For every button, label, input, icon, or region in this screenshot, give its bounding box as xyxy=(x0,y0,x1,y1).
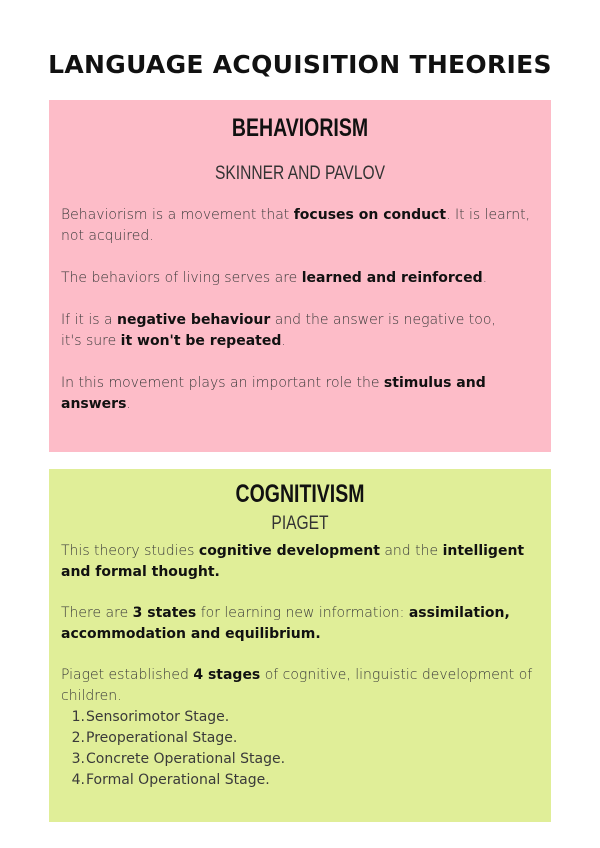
bold-text: learned and reinforced xyxy=(301,270,483,286)
text-run: . xyxy=(281,333,286,349)
stage-label: Concrete Operational Stage. xyxy=(86,751,286,767)
list-number: 4. xyxy=(71,772,85,788)
bold-text: 4 stages xyxy=(193,667,261,683)
behaviorism-heading: BEHAVIORISM xyxy=(231,114,369,142)
text-run: This theory studies xyxy=(61,543,199,559)
list-item xyxy=(71,770,551,791)
list-number: 1. xyxy=(71,709,85,725)
list-item xyxy=(71,728,551,749)
text-run: for learning new information: xyxy=(196,605,409,621)
cognitivism-paragraph-2 xyxy=(61,603,539,645)
stage-label: Preoperational Stage. xyxy=(86,730,238,746)
cognitivism-subheading: PIAGET xyxy=(271,513,329,534)
behaviorism-paragraph-3 xyxy=(61,310,539,352)
bold-text: focuses on conduct xyxy=(293,207,447,223)
cognitivism-paragraph-3 xyxy=(61,665,539,707)
text-run: and the xyxy=(379,543,443,559)
bold-text: intelligent and formal thought. xyxy=(61,543,525,580)
bold-text: stimulus and answers xyxy=(61,375,486,412)
page-title: LANGUAGE ACQUISITION THEORIES xyxy=(48,50,552,79)
text-run: . xyxy=(482,270,488,286)
bold-text: assimilation, accommodation and equilibrium. xyxy=(61,605,510,642)
behaviorism-subheading: SKINNER AND PAVLOV xyxy=(215,163,385,184)
text-run: In this movement plays an important role the xyxy=(61,375,384,391)
text-run: not acquired. xyxy=(61,228,154,244)
behaviorism-paragraph-4 xyxy=(61,373,539,415)
text-run: If it is a xyxy=(61,312,117,328)
list-item xyxy=(71,749,551,770)
cognitivism-card xyxy=(49,469,551,822)
list-number: 3. xyxy=(71,751,85,767)
behaviorism-card xyxy=(49,100,551,452)
bold-text: cognitive development xyxy=(198,543,380,559)
bold-text: it won't be repeated xyxy=(120,333,282,349)
text-run: There are xyxy=(61,605,133,621)
behaviorism-paragraph-2 xyxy=(61,268,539,289)
bold-text: 3 states xyxy=(132,605,197,621)
stage-label: Formal Operational Stage. xyxy=(86,772,270,788)
text-run: . xyxy=(126,396,131,412)
text-run: Piaget established xyxy=(61,667,194,683)
list-item xyxy=(71,707,551,728)
text-run: it's sure xyxy=(61,333,121,349)
text-run: Behaviorism is a movement that xyxy=(61,207,294,223)
text-run: . It is learnt, xyxy=(446,207,531,223)
behaviorism-paragraph-1 xyxy=(61,205,539,247)
cognitivism-paragraph-1 xyxy=(61,541,539,583)
bold-text: negative behaviour xyxy=(117,312,271,328)
stages-list xyxy=(71,707,551,791)
text-run: of cognitive, linguistic development of children. xyxy=(61,667,533,704)
text-run: and the answer is negative too, xyxy=(270,312,496,328)
list-number: 2. xyxy=(71,730,85,746)
cognitivism-heading: COGNITIVISM xyxy=(235,480,365,508)
stage-label: Sensorimotor Stage. xyxy=(86,709,230,725)
text-run: The behaviors of living serves are xyxy=(61,270,302,286)
